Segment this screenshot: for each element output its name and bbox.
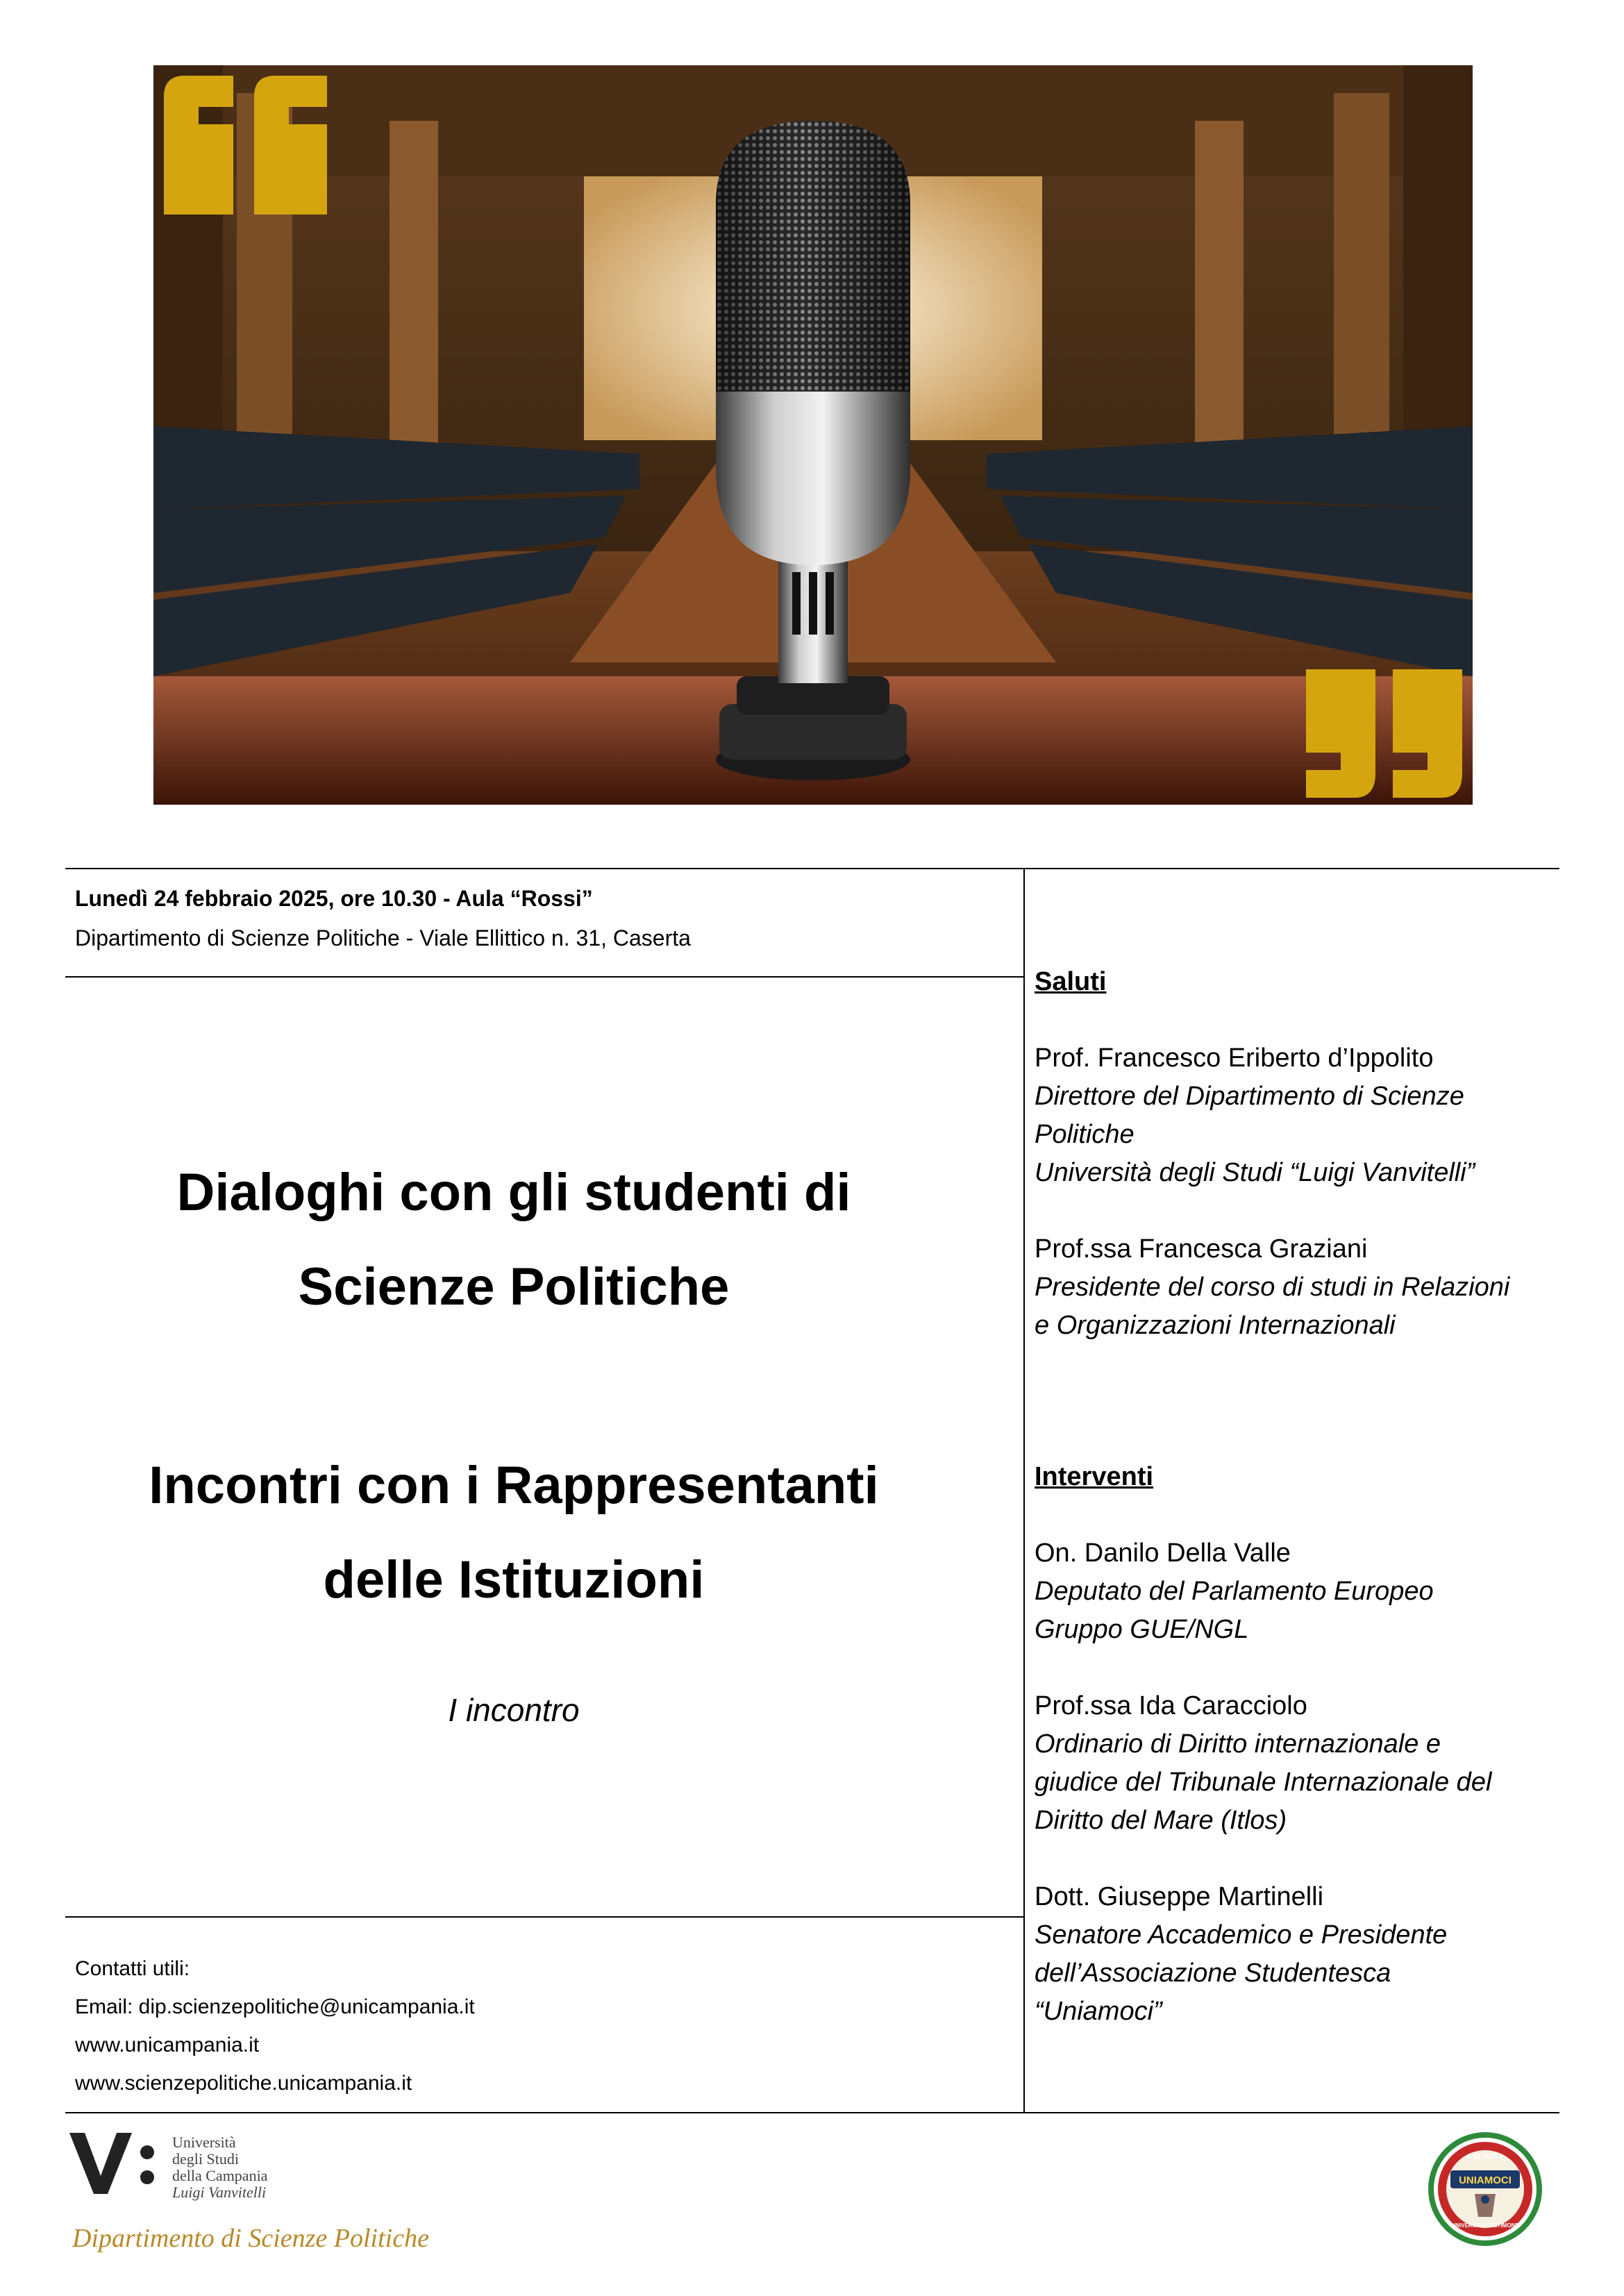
- interventi-speaker-3-name: Dott. Giuseppe Martinelli: [1035, 1882, 1324, 1911]
- top-divider: [65, 868, 1559, 869]
- university-name-line-3: della Campania: [172, 2167, 268, 2184]
- badge-word: UNIAMOCI: [1459, 2175, 1512, 2186]
- main-title: [69, 1146, 958, 1334]
- contact-site-2[interactable]: www.scienzepolitiche.unicampania.it: [75, 2072, 412, 2095]
- interventi-speaker-3-role-2: dell’Associazione Studentesca: [1035, 1959, 1391, 1988]
- university-name-line-4: Luigi Vanvitelli: [172, 2184, 267, 2201]
- interventi-speaker-2-role-2: giudice del Tribunale Internazionale del: [1035, 1768, 1492, 1797]
- university-name-line-2: degli Studi: [172, 2150, 239, 2168]
- bottom-divider: [65, 2112, 1559, 2113]
- contacts-block: [75, 1950, 475, 2102]
- saluti-speaker-1-name: Prof. Francesco Eriberto d’Ippolito: [1035, 1044, 1434, 1073]
- meeting-number: I incontro: [448, 1692, 580, 1728]
- secondary-title: [69, 1439, 958, 1627]
- interventi-speaker-1-role-1: Deputato del Parlamento Europeo: [1035, 1577, 1434, 1606]
- secondary-title-line-1: Incontri con i Rappresentanti: [149, 1456, 879, 1515]
- department-name: Dipartimento di Scienze Politiche: [72, 2224, 429, 2253]
- saluti-speaker-2-role-1: Presidente del corso di studi in Relazioni: [1035, 1273, 1510, 1302]
- contacts-divider: [65, 1916, 1023, 1918]
- header-divider: [65, 976, 1023, 978]
- interventi-section: [1035, 1458, 1562, 2031]
- interventi-speaker-2-role-1: Ordinario di Diritto internazionale e: [1035, 1729, 1441, 1759]
- contact-site-1[interactable]: www.unicampania.it: [75, 2034, 260, 2056]
- secondary-title-line-2: delle Istituzioni: [323, 1550, 705, 1609]
- saluti-section: [1035, 963, 1562, 1345]
- microphone-auditorium-photo: [153, 65, 1473, 805]
- contacts-heading: Contatti utili:: [75, 1957, 190, 1980]
- saluti-heading: Saluti: [1035, 967, 1107, 996]
- badge-ring-bottom: UNIVERSITÀ TESTIMONE: [1451, 2222, 1519, 2229]
- main-title-line-1: Dialoghi con gli studenti di: [176, 1163, 851, 1222]
- hero-image: [153, 65, 1473, 805]
- interventi-speaker-2-role-3: Diritto del Mare (Itlos): [1035, 1806, 1287, 1835]
- saluti-speaker-1-role-2: Politiche: [1035, 1120, 1135, 1149]
- university-name-line-1: Università: [172, 2134, 236, 2151]
- interventi-speaker-3-role-1: Senatore Accademico e Presidente: [1035, 1920, 1448, 1950]
- uniamoci-badge-icon: [1426, 2130, 1544, 2248]
- university-name: [172, 2134, 267, 2201]
- open-quote-icon: [164, 76, 327, 215]
- badge-ring-top: ASCRUTA: [1466, 2153, 1504, 2161]
- university-logo-icon: [69, 2133, 160, 2195]
- main-title-line-2: Scienze Politiche: [298, 1257, 730, 1316]
- column-divider: [1023, 868, 1025, 2113]
- event-address: Dipartimento di Scienze Politiche - Viale Ellittico n. 31, Caserta: [75, 925, 691, 950]
- interventi-heading: Interventi: [1035, 1462, 1154, 1491]
- interventi-speaker-2-name: Prof.ssa Ida Caracciolo: [1035, 1691, 1307, 1720]
- contact-email[interactable]: Email: dip.scienzepolitiche@unicampania.it: [75, 1995, 475, 2018]
- event-date: Lunedì 24 febbraio 2025, ore 10.30 - Aula “Rossi”: [75, 886, 593, 911]
- saluti-speaker-2-name: Prof.ssa Francesca Graziani: [1035, 1234, 1368, 1264]
- saluti-speaker-1-role-1: Direttore del Dipartimento di Scienze: [1035, 1082, 1464, 1111]
- saluti-speaker-1-role-3: Università degli Studi “Luigi Vanvitelli”: [1035, 1158, 1475, 1187]
- close-quote-icon: [1306, 669, 1462, 798]
- interventi-speaker-1-role-2: Gruppo GUE/NGL: [1035, 1615, 1249, 1644]
- saluti-speaker-2-role-2: e Organizzazioni Internazionali: [1035, 1311, 1396, 1340]
- interventi-speaker-3-role-3: “Uniamoci”: [1035, 1997, 1162, 2026]
- interventi-speaker-1-name: On. Danilo Della Valle: [1035, 1539, 1291, 1568]
